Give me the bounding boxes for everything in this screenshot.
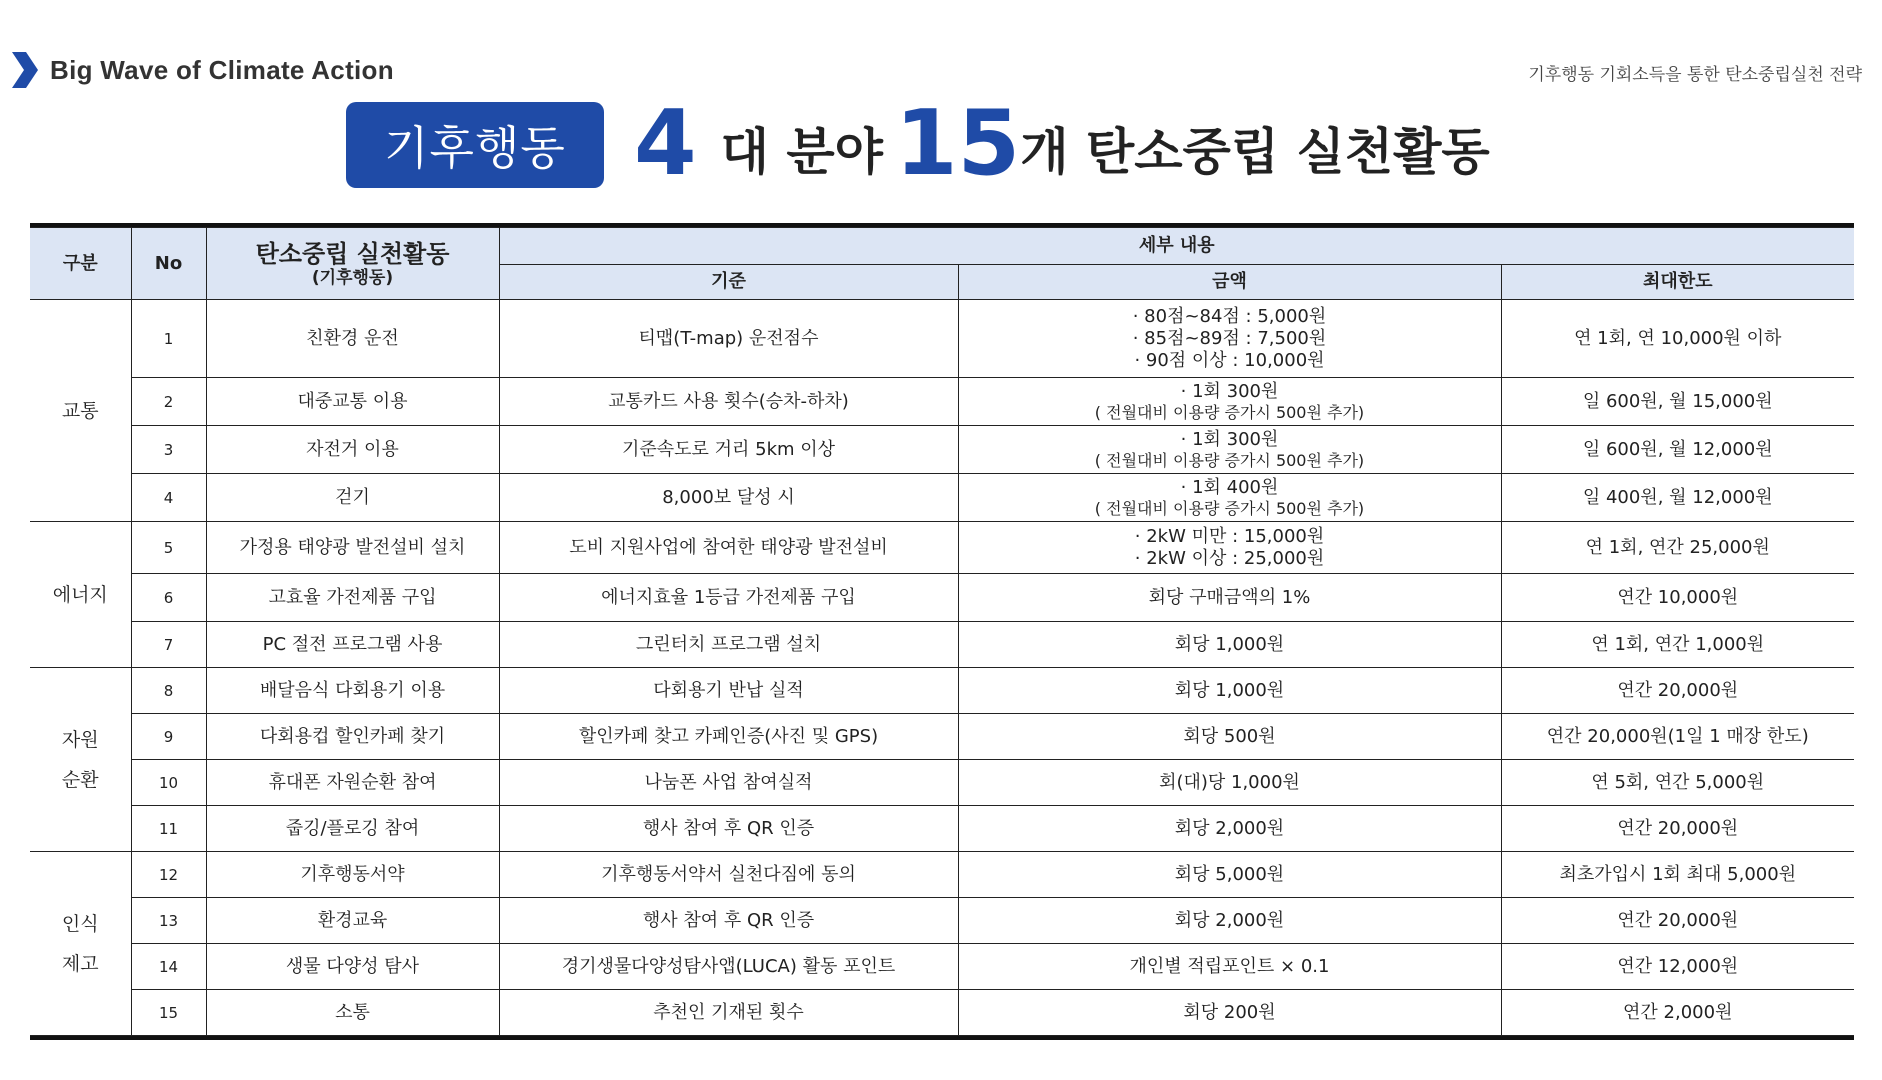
amount-line: · 2kW 미만 : 15,000원 <box>1134 525 1325 547</box>
criteria-cell: 에너지효율 1등급 가전제품 구입 <box>499 574 958 622</box>
limit-cell: 일 600원, 월 15,000원 <box>1501 378 1854 426</box>
table-row <box>30 852 1854 898</box>
row-number: 14 <box>131 944 206 990</box>
activity-cell: PC 절전 프로그램 사용 <box>206 622 499 668</box>
amount-line: 회당 200원 <box>1183 1001 1276 1023</box>
amount-cell <box>958 668 1501 714</box>
amount-line: · 2kW 이상 : 25,000원 <box>1134 547 1325 569</box>
activity-cell: 다회용컵 할인카페 찾기 <box>206 714 499 760</box>
brand-text: Big Wave of Climate Action <box>50 54 394 85</box>
activities-table <box>30 223 1854 1040</box>
amount-line: 회당 1,000원 <box>1174 679 1285 701</box>
amount-line: 회당 2,000원 <box>1174 817 1285 839</box>
amount-line: 회당 5,000원 <box>1174 863 1285 885</box>
limit-cell: 연 1회, 연간 25,000원 <box>1501 522 1854 574</box>
amount-cell <box>958 426 1501 474</box>
category-cell: 교통 <box>30 300 131 522</box>
title-number-activities: 15 <box>894 91 1021 196</box>
limit-cell: 연간 20,000원 <box>1501 806 1854 852</box>
criteria-cell: 다회용기 반납 실적 <box>499 668 958 714</box>
row-number: 12 <box>131 852 206 898</box>
category-cell: 인식 제고 <box>30 852 131 1036</box>
page-title <box>346 91 1490 196</box>
category-cell: 에너지 <box>30 522 131 668</box>
amount-cell <box>958 806 1501 852</box>
amount-line: 회당 500원 <box>1183 725 1276 747</box>
table-row <box>30 378 1854 426</box>
amount-line: · 85점~89점 : 7,500원 <box>1132 327 1327 349</box>
amount-cell <box>958 990 1501 1036</box>
limit-cell: 연간 20,000원 <box>1501 668 1854 714</box>
limit-cell: 최초가입시 1회 최대 5,000원 <box>1501 852 1854 898</box>
criteria-cell: 도비 지원사업에 참여한 태양광 발전설비 <box>499 522 958 574</box>
table-row <box>30 622 1854 668</box>
table-row <box>30 806 1854 852</box>
criteria-cell: 기준속도로 거리 5km 이상 <box>499 426 958 474</box>
amount-cell <box>958 522 1501 574</box>
row-number: 11 <box>131 806 206 852</box>
limit-cell: 연 1회, 연간 1,000원 <box>1501 622 1854 668</box>
criteria-cell: 행사 참여 후 QR 인증 <box>499 898 958 944</box>
row-number: 8 <box>131 668 206 714</box>
header-activity <box>206 228 499 300</box>
activity-cell: 걷기 <box>206 474 499 522</box>
row-number: 13 <box>131 898 206 944</box>
limit-cell: 연간 12,000원 <box>1501 944 1854 990</box>
title-fields-label: 대 분야 <box>720 123 883 181</box>
row-number: 5 <box>131 522 206 574</box>
table-row <box>30 574 1854 622</box>
row-number: 2 <box>131 378 206 426</box>
row-number: 3 <box>131 426 206 474</box>
table-row <box>30 898 1854 944</box>
amount-line: · 90점 이상 : 10,000원 <box>1134 349 1325 371</box>
activity-cell: 생물 다양성 탐사 <box>206 944 499 990</box>
limit-cell: 연간 10,000원 <box>1501 574 1854 622</box>
criteria-cell: 8,000보 달성 시 <box>499 474 958 522</box>
header-amount: 금액 <box>958 265 1501 300</box>
title-number-fields: 4 <box>634 91 697 196</box>
amount-note: ( 전월대비 이용량 증가시 500원 추가) <box>1094 498 1365 518</box>
activity-cell: 친환경 운전 <box>206 300 499 378</box>
title-badge: 기후행동 <box>346 102 604 188</box>
criteria-cell: 나눔폰 사업 참여실적 <box>499 760 958 806</box>
row-number: 7 <box>131 622 206 668</box>
amount-cell <box>958 898 1501 944</box>
table-row <box>30 426 1854 474</box>
amount-cell <box>958 622 1501 668</box>
limit-cell: 연 1회, 연 10,000원 이하 <box>1501 300 1854 378</box>
criteria-cell: 경기생물다양성탐사앱(LUCA) 활동 포인트 <box>499 944 958 990</box>
criteria-cell: 행사 참여 후 QR 인증 <box>499 806 958 852</box>
activity-cell: 기후행동서약 <box>206 852 499 898</box>
category-cell: 자원 순환 <box>30 668 131 852</box>
amount-line: 회당 1,000원 <box>1174 633 1285 655</box>
row-number: 1 <box>131 300 206 378</box>
amount-note: ( 전월대비 이용량 증가시 500원 추가) <box>1094 402 1365 422</box>
amount-line: 개인별 적립포인트 × 0.1 <box>1129 955 1330 977</box>
page-subtitle: 기후행동 기회소득을 통한 탄소중립실천 전략 <box>1528 65 1862 85</box>
header-details: 세부 내용 <box>499 228 1854 265</box>
amount-line: 회당 2,000원 <box>1174 909 1285 931</box>
table-row <box>30 522 1854 574</box>
header-category: 구분 <box>30 228 131 300</box>
row-number: 4 <box>131 474 206 522</box>
amount-cell <box>958 714 1501 760</box>
header-criteria: 기준 <box>499 265 958 300</box>
criteria-cell: 티맵(T-map) 운전점수 <box>499 300 958 378</box>
amount-line: 회당 구매금액의 1% <box>1148 586 1311 608</box>
header-activity-sub: (기후행동) <box>311 267 394 288</box>
table-row <box>30 714 1854 760</box>
table-row <box>30 668 1854 714</box>
header-limit: 최대한도 <box>1501 265 1854 300</box>
table-row <box>30 760 1854 806</box>
amount-note: ( 전월대비 이용량 증가시 500원 추가) <box>1094 450 1365 470</box>
table-row <box>30 944 1854 990</box>
limit-cell: 연간 20,000원(1일 1 매장 한도) <box>1501 714 1854 760</box>
amount-line: · 80점~84점 : 5,000원 <box>1132 305 1327 327</box>
limit-cell: 연간 20,000원 <box>1501 898 1854 944</box>
amount-cell <box>958 574 1501 622</box>
header-activity-title: 탄소중립 실천활동 <box>255 239 450 268</box>
chevron-right-icon <box>10 50 40 90</box>
limit-cell: 연간 2,000원 <box>1501 990 1854 1036</box>
row-number: 9 <box>131 714 206 760</box>
activity-cell: 고효율 가전제품 구입 <box>206 574 499 622</box>
table-row <box>30 990 1854 1036</box>
activity-cell: 자전거 이용 <box>206 426 499 474</box>
row-number: 6 <box>131 574 206 622</box>
limit-cell: 일 400원, 월 12,000원 <box>1501 474 1854 522</box>
criteria-cell: 교통카드 사용 횟수(승차-하차) <box>499 378 958 426</box>
criteria-cell: 그린터치 프로그램 설치 <box>499 622 958 668</box>
activity-cell: 환경교육 <box>206 898 499 944</box>
row-number: 15 <box>131 990 206 1036</box>
limit-cell: 일 600원, 월 12,000원 <box>1501 426 1854 474</box>
amount-line: · 1회 300원 <box>1180 380 1279 402</box>
activity-cell: 배달음식 다회용기 이용 <box>206 668 499 714</box>
table-row <box>30 300 1854 378</box>
activity-cell: 줍깅/플로깅 참여 <box>206 806 499 852</box>
amount-cell <box>958 300 1501 378</box>
activity-cell: 가정용 태양광 발전설비 설치 <box>206 522 499 574</box>
amount-line: · 1회 400원 <box>1180 476 1279 498</box>
criteria-cell: 추천인 기재된 횟수 <box>499 990 958 1036</box>
header-no: No <box>131 228 206 300</box>
amount-cell <box>958 474 1501 522</box>
criteria-cell: 기후행동서약서 실천다짐에 동의 <box>499 852 958 898</box>
amount-cell <box>958 378 1501 426</box>
row-number: 10 <box>131 760 206 806</box>
activity-cell: 대중교통 이용 <box>206 378 499 426</box>
amount-cell <box>958 852 1501 898</box>
table-body <box>30 300 1854 1036</box>
amount-cell <box>958 760 1501 806</box>
activity-cell: 소통 <box>206 990 499 1036</box>
limit-cell: 연 5회, 연간 5,000원 <box>1501 760 1854 806</box>
activity-cell: 휴대폰 자원순환 참여 <box>206 760 499 806</box>
amount-cell <box>958 944 1501 990</box>
amount-line: 회(대)당 1,000원 <box>1159 771 1300 793</box>
criteria-cell: 할인카페 찾고 카페인증(사진 및 GPS) <box>499 714 958 760</box>
table-row <box>30 474 1854 522</box>
brand-logo <box>10 50 394 90</box>
amount-line: · 1회 300원 <box>1180 428 1279 450</box>
title-activities-label: 개 탄소중립 실천활동 <box>1020 123 1490 181</box>
